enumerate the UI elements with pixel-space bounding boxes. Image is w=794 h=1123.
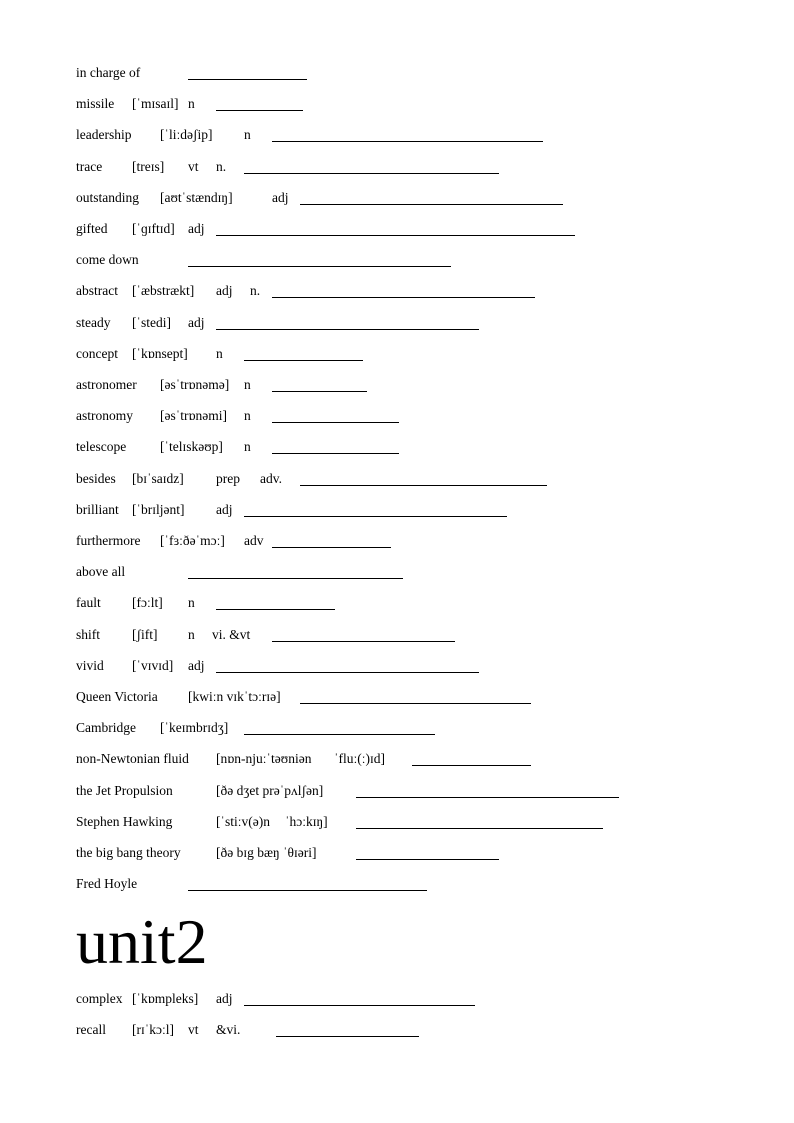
vocab-annotation: [rɪˈkɔːl]	[132, 1022, 174, 1037]
answer-blank-line[interactable]	[272, 547, 391, 548]
vocab-entry	[0, 627, 794, 647]
vocab-entry	[0, 533, 794, 553]
vocab-entry	[0, 65, 794, 85]
vocab-annotation: vi. &vt	[212, 627, 251, 642]
vocab-annotation: n	[244, 127, 251, 142]
vocab-term: missile	[76, 96, 115, 111]
vocab-term: in charge of	[76, 65, 141, 80]
vocab-annotation: adj	[272, 190, 289, 205]
vocab-entry	[0, 1022, 794, 1042]
vocab-entry	[0, 845, 794, 865]
answer-blank-line[interactable]	[276, 1036, 419, 1037]
vocab-term: recall	[76, 1022, 106, 1037]
vocab-term: gifted	[76, 221, 108, 236]
vocab-term: above all	[76, 564, 126, 579]
answer-blank-line[interactable]	[272, 641, 455, 642]
vocab-annotation: [ˈæbstrækt]	[132, 283, 195, 298]
vocab-annotation: adj	[216, 283, 233, 298]
vocab-term: steady	[76, 315, 111, 330]
answer-blank-line[interactable]	[272, 422, 399, 423]
answer-blank-line[interactable]	[216, 609, 335, 610]
vocab-term: fault	[76, 595, 101, 610]
answer-blank-line[interactable]	[244, 1005, 475, 1006]
vocab-annotation: [treɪs]	[132, 159, 165, 174]
vocab-annotation: [kwiːn vɪkˈtɔːrɪə]	[188, 689, 281, 704]
vocab-annotation: &vi.	[216, 1022, 241, 1037]
vocab-entry	[0, 751, 794, 771]
answer-blank-line[interactable]	[244, 360, 363, 361]
vocab-annotation: [ˈtelɪskəʊp]	[160, 439, 223, 454]
answer-blank-line[interactable]	[188, 890, 427, 891]
vocab-annotation: [aʊtˈstændɪŋ]	[160, 190, 233, 205]
vocab-term: complex	[76, 991, 123, 1006]
vocab-term: trace	[76, 159, 103, 174]
vocab-term: come down	[76, 252, 139, 267]
answer-blank-line[interactable]	[188, 266, 451, 267]
vocab-annotation: [nɒn-njuːˈtəʊniən	[216, 751, 312, 766]
vocab-entry	[0, 814, 794, 834]
answer-blank-line[interactable]	[356, 828, 603, 829]
answer-blank-line[interactable]	[244, 734, 435, 735]
answer-blank-line[interactable]	[244, 516, 507, 517]
vocab-annotation: n.	[216, 159, 227, 174]
answer-blank-line[interactable]	[188, 79, 307, 80]
vocab-annotation: ˈhɔːkɪŋ]	[285, 814, 328, 829]
vocab-annotation: n	[216, 346, 223, 361]
answer-blank-line[interactable]	[300, 485, 547, 486]
answer-blank-line[interactable]	[300, 703, 531, 704]
vocab-annotation: n	[188, 96, 195, 111]
vocab-annotation: [ˈkɒnsept]	[132, 346, 188, 361]
vocab-annotation: n	[188, 595, 195, 610]
vocab-annotation: ˈfluː(ː)ɪd]	[334, 751, 385, 766]
unit2-heading: unit2	[76, 906, 208, 977]
answer-blank-line[interactable]	[216, 672, 479, 673]
vocab-entry	[0, 689, 794, 709]
vocab-annotation: [ʃift]	[132, 627, 158, 642]
vocab-annotation: n	[244, 408, 251, 423]
vocab-entry	[0, 471, 794, 491]
answer-blank-line[interactable]	[272, 453, 399, 454]
vocab-annotation: [ˈvɪvɪd]	[132, 658, 174, 673]
vocab-annotation: adv	[244, 533, 264, 548]
vocab-term: besides	[76, 471, 116, 486]
vocab-annotation: [ˈstedi]	[132, 315, 171, 330]
answer-blank-line[interactable]	[300, 204, 563, 205]
vocab-entry	[0, 377, 794, 397]
vocab-entry	[0, 252, 794, 272]
vocab-entry	[0, 991, 794, 1011]
vocab-annotation: n.	[250, 283, 261, 298]
answer-blank-line[interactable]	[244, 173, 499, 174]
answer-blank-line[interactable]	[216, 329, 479, 330]
vocab-term: furthermore	[76, 533, 141, 548]
vocab-term: Stephen Hawking	[76, 814, 173, 829]
vocab-annotation: adj	[216, 502, 233, 517]
vocab-entry	[0, 876, 794, 896]
answer-blank-line[interactable]	[272, 141, 543, 142]
vocab-term: shift	[76, 627, 101, 642]
vocab-annotation: [ˈmɪsaɪl]	[132, 96, 179, 111]
vocab-annotation: [ˈliːdəʃip]	[160, 127, 213, 142]
vocab-term: the big bang theory	[76, 845, 181, 860]
vocab-entry	[0, 127, 794, 147]
vocab-entry	[0, 439, 794, 459]
vocab-term: non-Newtonian fluid	[76, 751, 189, 766]
vocab-term: vivid	[76, 658, 104, 673]
vocab-annotation: adj	[216, 991, 233, 1006]
vocab-entry	[0, 221, 794, 241]
vocab-annotation: [bɪˈsaɪdz]	[132, 471, 184, 486]
vocab-annotation: [əsˈtrɒnəmə]	[160, 377, 230, 392]
answer-blank-line[interactable]	[216, 235, 575, 236]
vocab-entry	[0, 408, 794, 428]
vocab-annotation: n	[244, 377, 251, 392]
answer-blank-line[interactable]	[188, 578, 403, 579]
vocab-entry	[0, 346, 794, 366]
vocab-annotation: [ðə dʒet prəˈpʌlʃən]	[216, 783, 324, 798]
vocab-annotation: [əsˈtrɒnəmi]	[160, 408, 228, 423]
vocab-annotation: vt	[188, 159, 199, 174]
vocab-annotation: [ˈfɜːðəˈmɔː]	[160, 533, 225, 548]
vocab-annotation: adj	[188, 315, 205, 330]
vocab-annotation: n	[244, 439, 251, 454]
answer-blank-line[interactable]	[356, 859, 499, 860]
vocab-entry	[0, 783, 794, 803]
vocab-term: telescope	[76, 439, 127, 454]
vocab-annotation: n	[188, 627, 195, 642]
vocab-annotation: [ˈstiːv(ə)n	[216, 814, 270, 829]
vocab-term: Fred Hoyle	[76, 876, 138, 891]
vocab-entry	[0, 96, 794, 116]
vocab-term: Queen Victoria	[76, 689, 158, 704]
vocab-annotation: adj	[188, 221, 205, 236]
vocab-term: brilliant	[76, 502, 119, 517]
vocab-term: astronomer	[76, 377, 137, 392]
vocab-entry	[0, 283, 794, 303]
vocab-annotation: [ˈbrɪljənt]	[132, 502, 185, 517]
answer-blank-line[interactable]	[272, 297, 535, 298]
vocab-annotation: prep	[216, 471, 240, 486]
vocab-term: Cambridge	[76, 720, 136, 735]
vocab-entry	[0, 658, 794, 678]
vocab-annotation: vt	[188, 1022, 199, 1037]
vocab-entry	[0, 315, 794, 335]
vocab-entry	[0, 720, 794, 740]
vocab-term: leadership	[76, 127, 132, 142]
vocab-annotation: adv.	[260, 471, 282, 486]
vocab-entry	[0, 564, 794, 584]
vocab-term: outstanding	[76, 190, 139, 205]
vocab-annotation: [ˈkeɪmbrɪdʒ]	[160, 720, 229, 735]
vocab-annotation: [fɔːlt]	[132, 595, 163, 610]
vocab-entry	[0, 502, 794, 522]
vocab-annotation: [ðə bɪg bæŋ ˈθɪəri]	[216, 845, 317, 860]
vocab-annotation: adj	[188, 658, 205, 673]
answer-blank-line[interactable]	[356, 797, 619, 798]
vocab-entry	[0, 159, 794, 179]
vocab-entry	[0, 595, 794, 615]
answer-blank-line[interactable]	[216, 110, 303, 111]
vocab-annotation: [ˈkɒmpleks]	[132, 991, 199, 1006]
answer-blank-line[interactable]	[272, 391, 367, 392]
vocab-entry	[0, 190, 794, 210]
vocab-term: concept	[76, 346, 118, 361]
vocab-annotation: [ˈɡɪftɪd]	[132, 221, 175, 236]
vocab-term: abstract	[76, 283, 118, 298]
answer-blank-line[interactable]	[412, 765, 531, 766]
vocab-term: the Jet Propulsion	[76, 783, 173, 798]
vocab-term: astronomy	[76, 408, 133, 423]
